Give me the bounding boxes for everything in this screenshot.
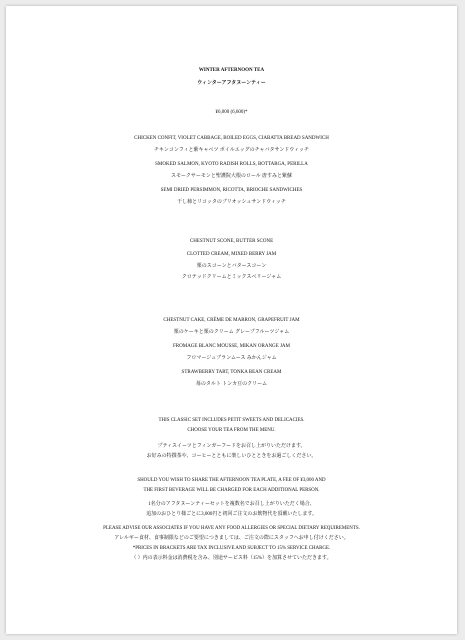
sweet-item-3-ja: 苺のタルト トンカ豆のクリーム bbox=[195, 382, 268, 387]
classic-note-en-1: THIS CLASSIC SET INCLUDES PETIT SWEETS AND DELICACIES. bbox=[158, 418, 305, 423]
menu-page bbox=[6, 6, 457, 634]
savory-section bbox=[6, 132, 457, 210]
savory-item-2-en: SMOKED SALMON, KYOTO RADISH ROLLS, BOTTARGA, PERILLA bbox=[155, 162, 308, 167]
sweet-item-1-en: CHESTNUT CAKE, CRÈME DE MARRON, GRAPEFRUIT JAM bbox=[163, 318, 300, 323]
menu-price: ¥6,000 (6,600)* bbox=[215, 110, 248, 115]
scone-en-line-2: CLOTTED CREAM, MIXED BERRY JAM bbox=[186, 252, 277, 257]
share-note bbox=[6, 476, 457, 564]
savory-item-3-en: SEMI DRIED PERSIMMON, RICOTTA, BRIOCHE SANDWICHES bbox=[160, 188, 303, 193]
classic-note-ja-1: プティスイーツとフィンガーフードをお召し上がりいただけます。 bbox=[157, 444, 306, 449]
sweet-item-1-ja: 栗のケーキと栗のクリーム グレープフルーツジャム bbox=[173, 330, 290, 335]
menu-title-en: WINTER AFTERNOON TEA bbox=[198, 68, 265, 73]
sweet-item-2-ja: フロマージュブランムース みかんジャム bbox=[186, 356, 277, 361]
scone-section bbox=[6, 235, 457, 285]
classic-note-en-2: CHOOSE YOUR TEA FROM THE MENU. bbox=[187, 428, 276, 433]
scone-ja-line-1: 栗のスコーンとバタースコーン bbox=[196, 264, 267, 269]
allergy-note-en: PLEASE ADVISE OUR ASSOCIATES IF YOU HAVE ANY FOOD ALLERGIES OR SPECIAL DIETARY REQUIREMENTS. bbox=[103, 526, 360, 531]
tax-note-en: *PRICES IN BRACKETS ARE TAX INCLUSIVE AND SUBJECT TO 15% SERVICE CHARGE. bbox=[132, 546, 331, 551]
sweets-section bbox=[6, 314, 457, 392]
classic-note-ja-2: お好みの特撰茶や、コーヒーとともに楽しいひとときをお過ごしください。 bbox=[146, 454, 317, 459]
allergy-note-ja: アレルギー食材、食事制限などのご要望につきましては、ご注文の際にスタッフへお申し付けください。 bbox=[114, 536, 349, 541]
sweet-item-2-en: FROMAGE BLANC MOUSSE, MIKAN ORANGE JAM bbox=[173, 344, 290, 349]
price-block bbox=[6, 106, 457, 119]
tax-note-ja: （ ）内の表示料金は消費税を含み、別途サービス料（15%）を加算させていただきます。 bbox=[131, 556, 332, 561]
share-note-en-1: SHOULD YOU WISH TO SHARE THE AFTERNOON TEA PLATE, A FEE OF ¥3,000 AND bbox=[137, 478, 326, 483]
share-note-ja-1: 1名分のアフタヌーンティーセットを複数名でお召し上がりいただく場合、 bbox=[148, 502, 315, 507]
share-note-ja-2: 追加のおひとり様ごとに3,000円と初回ご注文のお飲物代を頂戴いたします。 bbox=[146, 512, 317, 517]
savory-item-3-ja: 干し柿とリコッタのブリオッシュサンドウィッチ bbox=[177, 200, 286, 205]
share-note-en-2: THE FIRST BEVERAGE WILL BE CHARGED FOR EACH ADDITIONAL PERSON. bbox=[143, 488, 320, 493]
classic-set-note bbox=[6, 416, 457, 462]
scone-ja-line-2: クロテッドクリームとミックスベリージャム bbox=[181, 275, 282, 280]
savory-item-1-en: CHICKEN CONFIT, VIOLET CABBAGE, BOILED EGGS, CIABATTA BREAD SANDWICH bbox=[134, 136, 329, 141]
savory-item-1-ja: チキンコンフィと紫キャベツ ボイルエッグのチャバタサンドウィッチ bbox=[153, 148, 309, 153]
savory-item-2-ja: スモークサーモンと聖護院大根のロール 唐すみと紫蘇 bbox=[171, 174, 292, 179]
scone-en-line-1: CHESTNUT SCONE, BUTTER SCONE bbox=[189, 239, 274, 244]
menu-header bbox=[6, 64, 457, 90]
menu-title-ja: ウィンターアフタヌーンティー bbox=[197, 81, 266, 86]
sweet-item-3-en: STRAWBERRY TART, TONKA BEAN CREAM bbox=[181, 370, 282, 375]
